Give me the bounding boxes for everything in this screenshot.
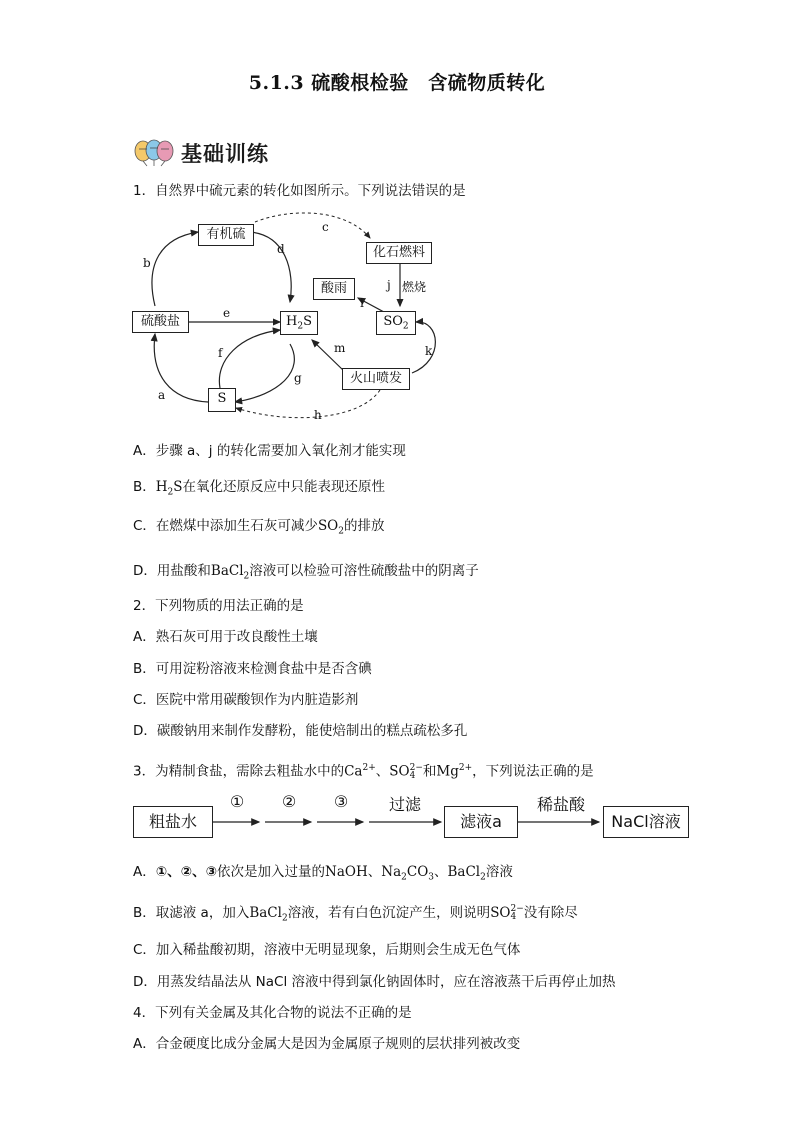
purification-flow-diagram xyxy=(133,792,693,844)
sulfur-cycle-diagram xyxy=(130,210,450,425)
q4-stem: 4．下列有关金属及其化合物的说法不正确的是 xyxy=(133,1005,412,1021)
edge-label-burn: 燃烧 xyxy=(402,280,427,294)
section-title: 基础训练 xyxy=(181,142,269,166)
section-banner xyxy=(133,137,333,169)
node-sulfur: S xyxy=(208,388,236,412)
node-volcano: 火山喷发 xyxy=(342,368,410,390)
q4-option-a: A．合金硬度比成分金属大是因为金属原子规则的层状排列被改变 xyxy=(133,1036,521,1052)
flow-step-1: ① xyxy=(229,792,245,811)
balloons-icon xyxy=(133,139,175,167)
q1-option-a: A．步骤 a、j 的转化需要加入氧化剂才能实现 xyxy=(133,443,406,459)
q3-stem: 3．为精制食盐，需除去粗盐水中的$Ca^{2+}$、SO 2− 4 和$Mg^{2+}$，下列说法正确的是 xyxy=(133,762,594,781)
node-organic-sulfur: 有机硫 xyxy=(198,224,254,246)
q2-stem: 2．下列物质的用法正确的是 xyxy=(133,598,304,614)
flow-filtrate-a: 滤液a xyxy=(444,806,518,838)
node-sulfate: 硫酸盐 xyxy=(132,311,189,333)
q2-option-c: C．医院中常用碳酸钡作为内脏造影剂 xyxy=(133,692,359,708)
edge-label-f: f xyxy=(218,346,223,360)
q2-option-a: A．熟石灰可用于改良酸性土壤 xyxy=(133,629,318,645)
edge-label-i: i xyxy=(360,296,364,310)
flow-start-brine: 粗盐水 xyxy=(133,806,213,838)
edge-label-j: j xyxy=(387,278,391,292)
flow-step-3: ③ xyxy=(333,792,349,811)
edge-label-k: k xyxy=(425,344,433,358)
edge-label-h: h xyxy=(314,408,322,422)
node-so2: $SO_2$ xyxy=(376,311,416,335)
edge-label-g: g xyxy=(294,371,302,385)
q2-option-b: B．可用淀粉溶液来检测食盐中是否含碘 xyxy=(133,661,372,677)
node-fossil-fuel: 化石燃料 xyxy=(366,242,432,264)
edge-label-e: e xyxy=(223,306,231,320)
node-acid-rain: 酸雨 xyxy=(313,278,355,300)
q1-option-b: B．$H_2S$在氧化还原反应中只能表现还原性 xyxy=(133,479,386,498)
flow-step-2: ② xyxy=(281,792,297,811)
page-title: 5.1.3 硫酸根检验 含硫物质转化 xyxy=(248,72,546,94)
q3-option-c: C．加入稀盐酸初期，溶液中无明显现象，后期则会生成无色气体 xyxy=(133,942,521,958)
node-h2s: $H_2S$ xyxy=(280,311,318,335)
edge-label-d: d xyxy=(277,242,285,256)
q2-option-d: D．碳酸钠用来制作发酵粉，能使焙制出的糕点疏松多孔 xyxy=(133,723,468,739)
q3-option-a: A．①、②、③依次是加入过量的NaOH、$Na_2CO_3$、BaCl$_2$溶液 xyxy=(133,864,513,883)
q3-option-b: B．取滤液 a，加入BaCl$_2$溶液，若有白色沉淀产生，则说明SO 2− 4 没有除尽 xyxy=(133,904,578,924)
q1-option-d: D．用盐酸和BaCl$_2$溶液可以检验可溶性硫酸盐中的阴离子 xyxy=(133,563,479,582)
edge-label-a: a xyxy=(158,388,166,402)
edge-label-m: m xyxy=(334,341,346,355)
edge-label-c: c xyxy=(322,220,329,234)
flow-end-nacl: NaCl溶液 xyxy=(603,806,689,838)
q1-stem: 1．自然界中硫元素的转化如图所示。下列说法错误的是 xyxy=(133,183,466,199)
flow-step-filter: 过滤 xyxy=(388,795,421,814)
edge-label-b: b xyxy=(143,256,151,270)
q3-option-d: D．用蒸发结晶法从 NaCl 溶液中得到氯化钠固体时，应在溶液蒸干后再停止加热 xyxy=(133,974,616,990)
flow-step-acid: 稀盐酸 xyxy=(536,795,585,814)
q1-option-c: C．在燃煤中添加生石灰可减少$SO_2$的排放 xyxy=(133,518,385,537)
